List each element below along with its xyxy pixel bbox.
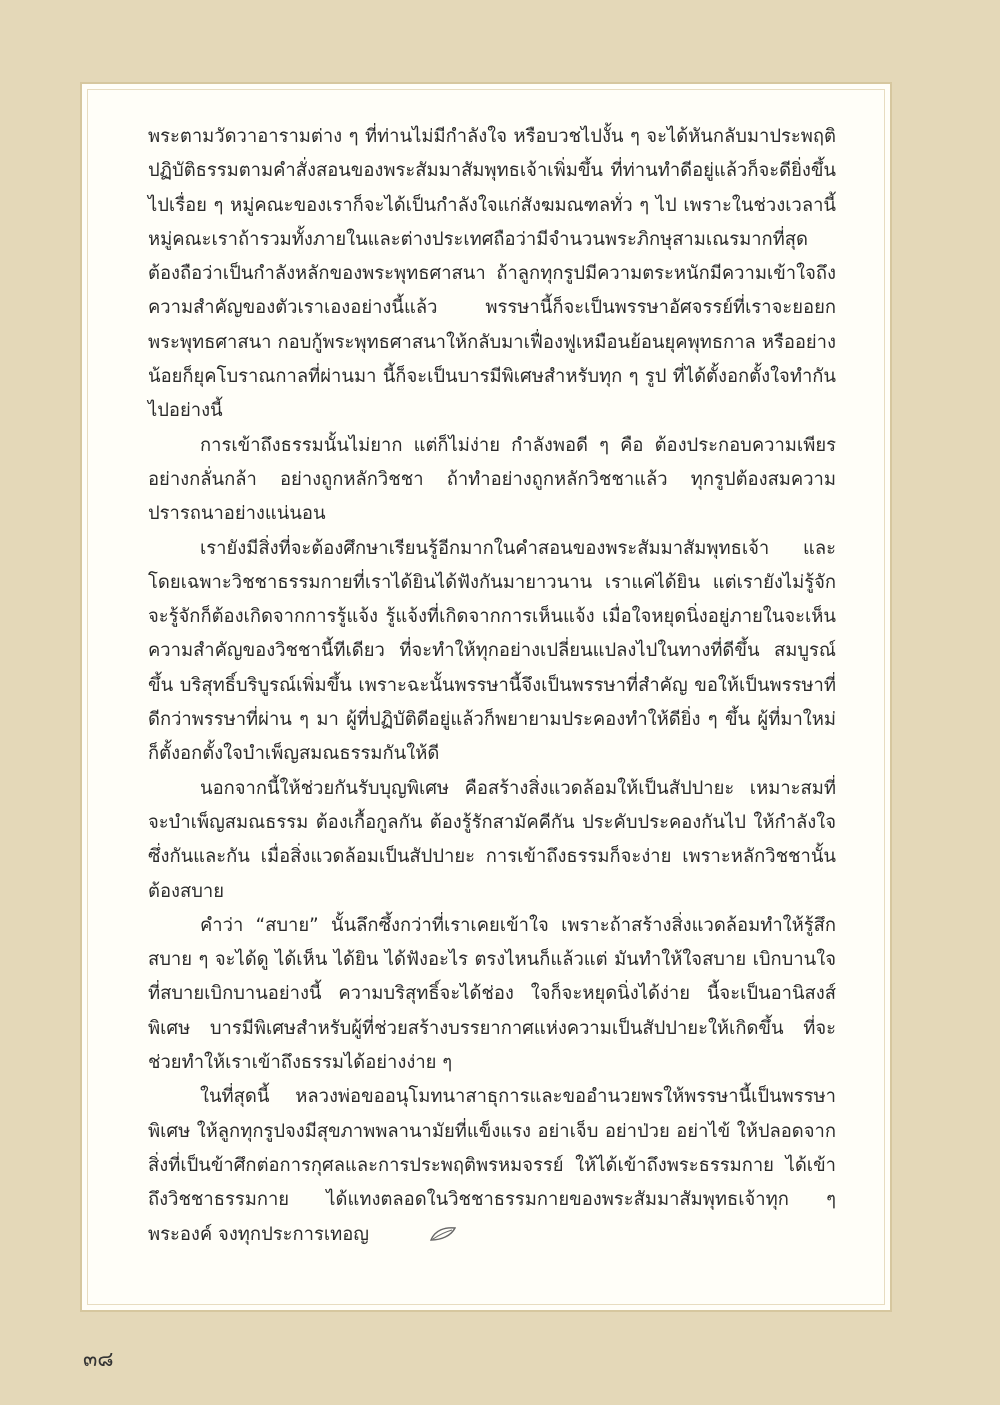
paragraph-6 bbox=[148, 1080, 836, 1251]
page-number: ๓๘ bbox=[83, 1347, 114, 1371]
paragraph-4: นอกจากนี้ให้ช่วยกันรับบุญพิเศษ คือสร้างสิ่งแวดล้อมให้เป็นสัปปายะ เหมาะสมที่จะบำเพ็ญสมณธรรม ต้องเกื้อกูลกัน ต้องรู้รักสามัคคีกัน ประคับประคองกันไป ให้กำลังใจซึ่งกันและกัน เมื่อสิ่งแวดล้อมเป็นสัปปายะ การเข้าถึงธรรมก็จะง่าย เพราะหลักวิชชานั้นต้องสบาย bbox=[148, 777, 836, 902]
leaf-end-mark-icon bbox=[377, 1220, 405, 1236]
paragraph-6-text: ในที่สุดนี้ หลวงพ่อขออนุโมทนาสาธุการและขออำนวยพรให้พรรษานี้เป็นพรรษาพิเศษ ให้ลูกทุกรูปจงมีสุขภาพพลานามัยที่แข็งแรง อย่าเจ็บ อย่าป่วย อย่าไข้ ให้ปลอดจากสิ่งที่เป็นข้าศึกต่อการกุศลและการประพฤติพรหมจรรย์ ให้ได้เข้าถึงพระธรรมกาย ได้เข้าถึงวิชชาธรรมกาย ได้แทงตลอดในวิชชาธรรมกายของพระสัมมาสัมพุทธเจ้าทุก ๆ พระองค์ จงทุกประการเทอญ bbox=[148, 1086, 836, 1245]
paragraph-5: คำว่า “สบาย” นั้นลึกซึ้งกว่าที่เราเคยเข้าใจ เพราะถ้าสร้างสิ่งแวดล้อมทำให้รู้สึกสบาย ๆ จะได้ดู ได้เห็น ได้ยิน ได้ฟังอะไร ตรงไหนก็แล้วแต่ มันทำให้ใจสบาย เบิกบานใจที่สบายเบิกบานอย่างนี้ ความบริสุทธิ์จะได้ช่อง ใจก็จะหยุดนิ่งได้ง่าย นี้จะเป็นอานิสงส์พิเศษ บารมีพิเศษสำหรับผู้ที่ช่วยสร้างบรรยากาศแห่งความเป็นสัปปายะให้เกิดขึ้น ที่จะช่วยทำให้เราเข้าถึงธรรมได้อย่างง่าย ๆ bbox=[148, 914, 836, 1074]
paragraph-3: เรายังมีสิ่งที่จะต้องศึกษาเรียนรู้อีกมากในคำสอนของพระสัมมาสัมพุทธเจ้า และโดยเฉพาะวิชชาธรรมกายที่เราได้ยินได้ฟังกันมายาวนาน เราแค่ได้ยิน แต่เรายังไม่รู้จัก จะรู้จักก็ต้องเกิดจากการรู้แจ้ง รู้แจ้งที่เกิดจากการเห็นแจ้ง เมื่อใจหยุดนิ่งอยู่ภายในจะเห็นความสำคัญของวิชชานี้ทีเดียว ที่จะทำให้ทุกอย่างเปลี่ยนแปลงไปในทางที่ดีขึ้น สมบูรณ์ขึ้น บริสุทธิ์บริบูรณ์เพิ่มขึ้น เพราะฉะนั้นพรรษานี้จึงเป็นพรรษาที่สำคัญ ขอให้เป็นพรรษาที่ดีกว่าพรรษาที่ผ่าน ๆ มา ผู้ที่ปฏิบัติดีอยู่แล้วก็พยายามประคองทำให้ดียิ่ง ๆ ขึ้น ผู้ที่มาใหม่ก็ตั้งอกตั้งใจบำเพ็ญสมณธรรมกันให้ดี bbox=[148, 537, 836, 765]
paragraph-2: การเข้าถึงธรรมนั้นไม่ยาก แต่ก็ไม่ง่าย กำลังพอดี ๆ คือ ต้องประกอบความเพียรอย่างกลั่นกล้า อย่างถูกหลักวิชชา ถ้าทำอย่างถูกหลักวิชชาแล้ว ทุกรูปต้องสมความปรารถนาอย่างแน่นอน bbox=[148, 434, 836, 525]
document-body bbox=[148, 120, 836, 1252]
paragraph-1: พระตามวัดวาอารามต่าง ๆ ที่ท่านไม่มีกำลังใจ หรือบวชไปงั้น ๆ จะได้หันกลับมาประพฤติปฏิบัติธรรมตามคำสั่งสอนของพระสัมมาสัมพุทธเจ้าเพิ่มขึ้น ที่ท่านทำดีอยู่แล้วก็จะดียิ่งขึ้นไปเรื่อย ๆ หมู่คณะของเราก็จะได้เป็นกำลังใจแก่สังฆมณฑลทั่ว ๆ ไป เพราะในช่วงเวลานี้ หมู่คณะเราถ้ารวมทั้งภายในและต่างประเทศถือว่ามีจำนวนพระภิกษุสามเณรมากที่สุด ต้องถือว่าเป็นกำลังหลักของพระพุทธศาสนา ถ้าลูกทุกรูปมีความตระหนักมีความเข้าใจถึงความสำคัญของตัวเราเองอย่างนี้แล้ว พรรษานี้ก็จะเป็นพรรษาอัศจรรย์ที่เราจะยอยกพระพุทธศาสนา กอบกู้พระพุทธศาสนาให้กลับมาเฟื่องฟูเหมือนย้อนยุคพุทธกาล หรืออย่างน้อยก็ยุคโบราณกาลที่ผ่านมา นี้ก็จะเป็นบารมีพิเศษสำหรับทุก ๆ รูป ที่ได้ตั้งอกตั้งใจทำกันไปอย่างนี้ bbox=[148, 126, 836, 422]
